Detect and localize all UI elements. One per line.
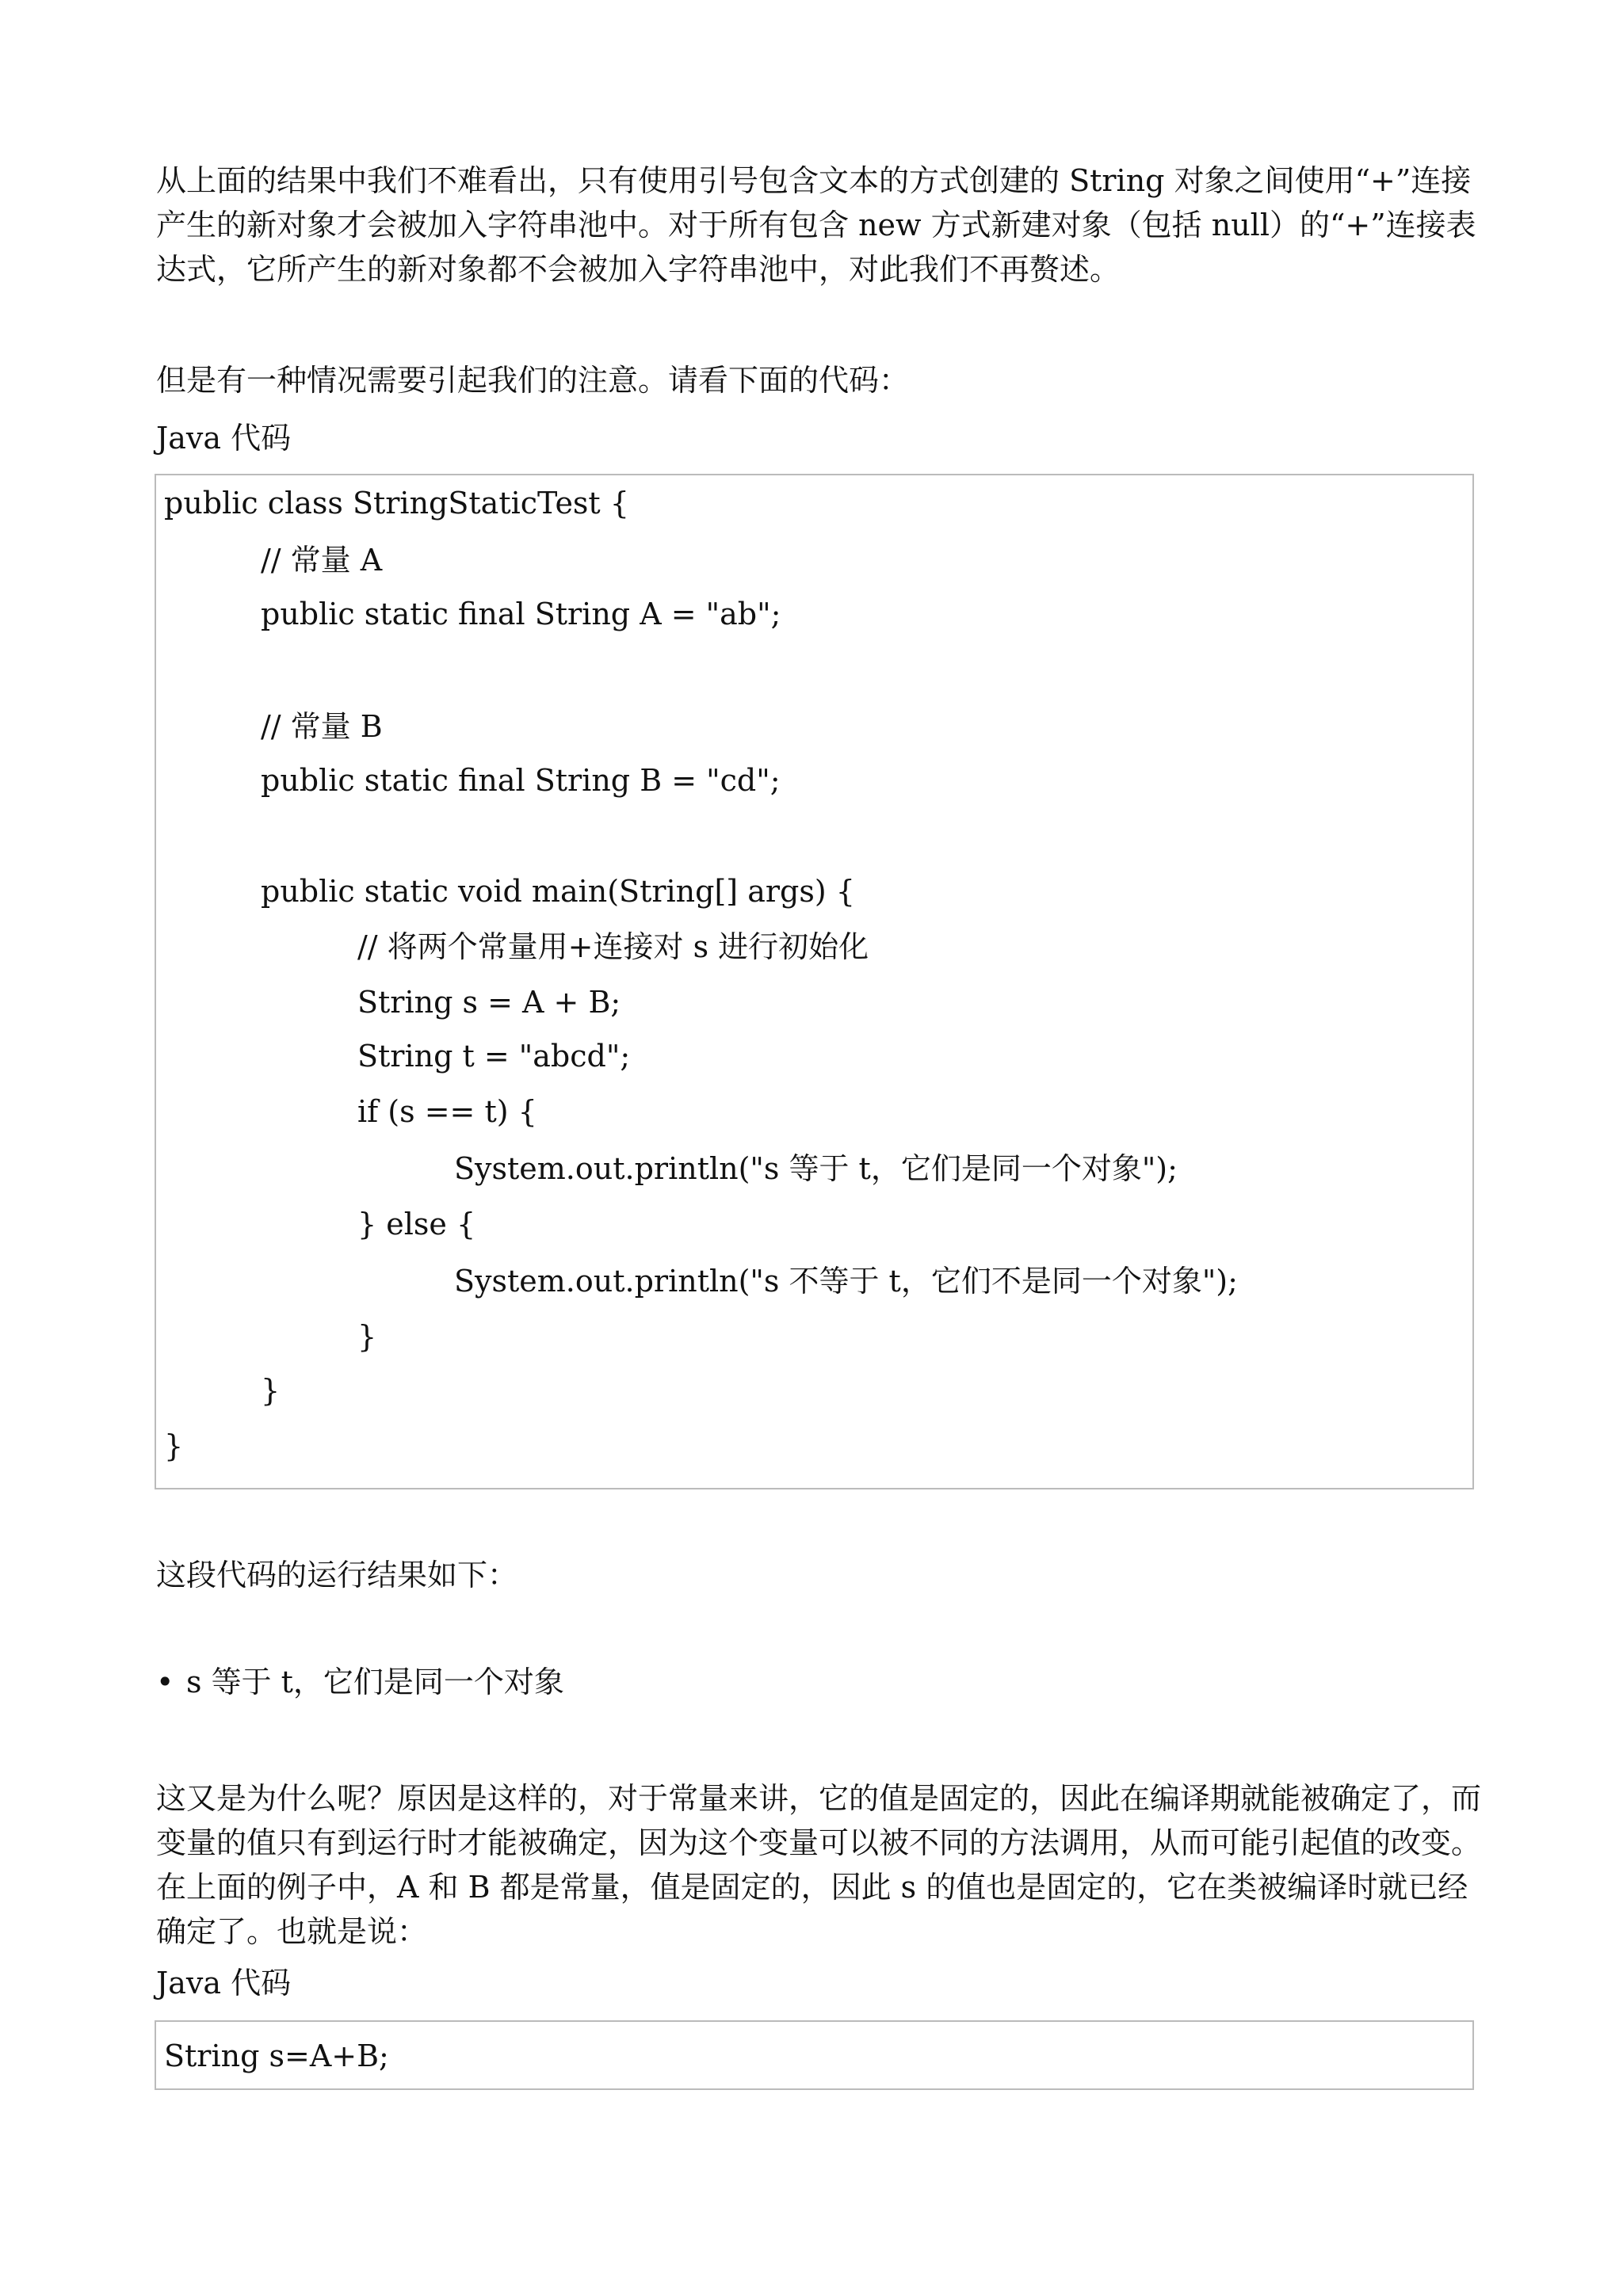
code-line: // 将两个常量用+连接对 s 进行初始化 [357,929,869,964]
code-line: // 常量 A [261,543,383,578]
explanation-paragraph: 这又是为什么呢？原因是这样的，对于常量来讲，它的值是固定的，因此在编译期就能被确定了，而变量的值只有到运行时才能被确定，因为这个变量可以被不同的方法调用，从而可能引起值的改变。在上面的例子中，A 和 B 都是常量，值是固定的，因此 s 的值也是固定的，它在类被编译时就已经确定了。也就是说： [156,1781,1482,1949]
code-line: public static void main(String[] args) { [261,874,855,909]
code-line: if (s == t) { [357,1094,537,1129]
code-line: // 常量 B [261,709,383,744]
result-intro: 这段代码的运行结果如下： [156,1558,518,1592]
code-line: public static final String A = "ab"; [261,597,781,631]
code-line: System.out.println("s 等于 t，它们是同一个对象"); [454,1151,1178,1186]
result-bullet-text: s 等于 t，它们是同一个对象 [186,1665,564,1699]
code-line: public static final String B = "cd"; [261,763,781,798]
code-line: System.out.println("s 不等于 t，它们不是同一个对象"); [454,1264,1238,1299]
code-line: String t = "abcd"; [357,1039,631,1074]
code-block-1 [155,474,1474,1489]
code-line: } [164,1428,184,1463]
code-line: String s=A+B; [164,2039,389,2073]
bullet-dot-icon: • [156,1665,174,1699]
result-bullet-item [156,1662,564,1702]
notice-paragraph: 但是有一种情况需要引起我们的注意。请看下面的代码： [156,363,910,398]
code-line: } else { [357,1207,476,1241]
code-line: public class StringStaticTest { [164,486,629,521]
code-label-2: Java 代码 [156,1966,292,2000]
code-line: } [357,1319,377,1354]
code-line: String s = A + B; [357,985,621,1020]
intro-paragraph: 从上面的结果中我们不难看出，只有使用引号包含文本的方式创建的 String 对象之间使用“+”连接产生的新对象才会被加入字符串池中。对于所有包含 new 方式新建对象（包括 null）的“+”连接表达式，它所产生的新对象都不会被加入字符串池中，对此我们不再赘述。 [156,163,1476,287]
code-block-2 [155,2020,1474,2090]
code-label-1: Java 代码 [156,421,292,456]
code-line: } [261,1373,281,1408]
